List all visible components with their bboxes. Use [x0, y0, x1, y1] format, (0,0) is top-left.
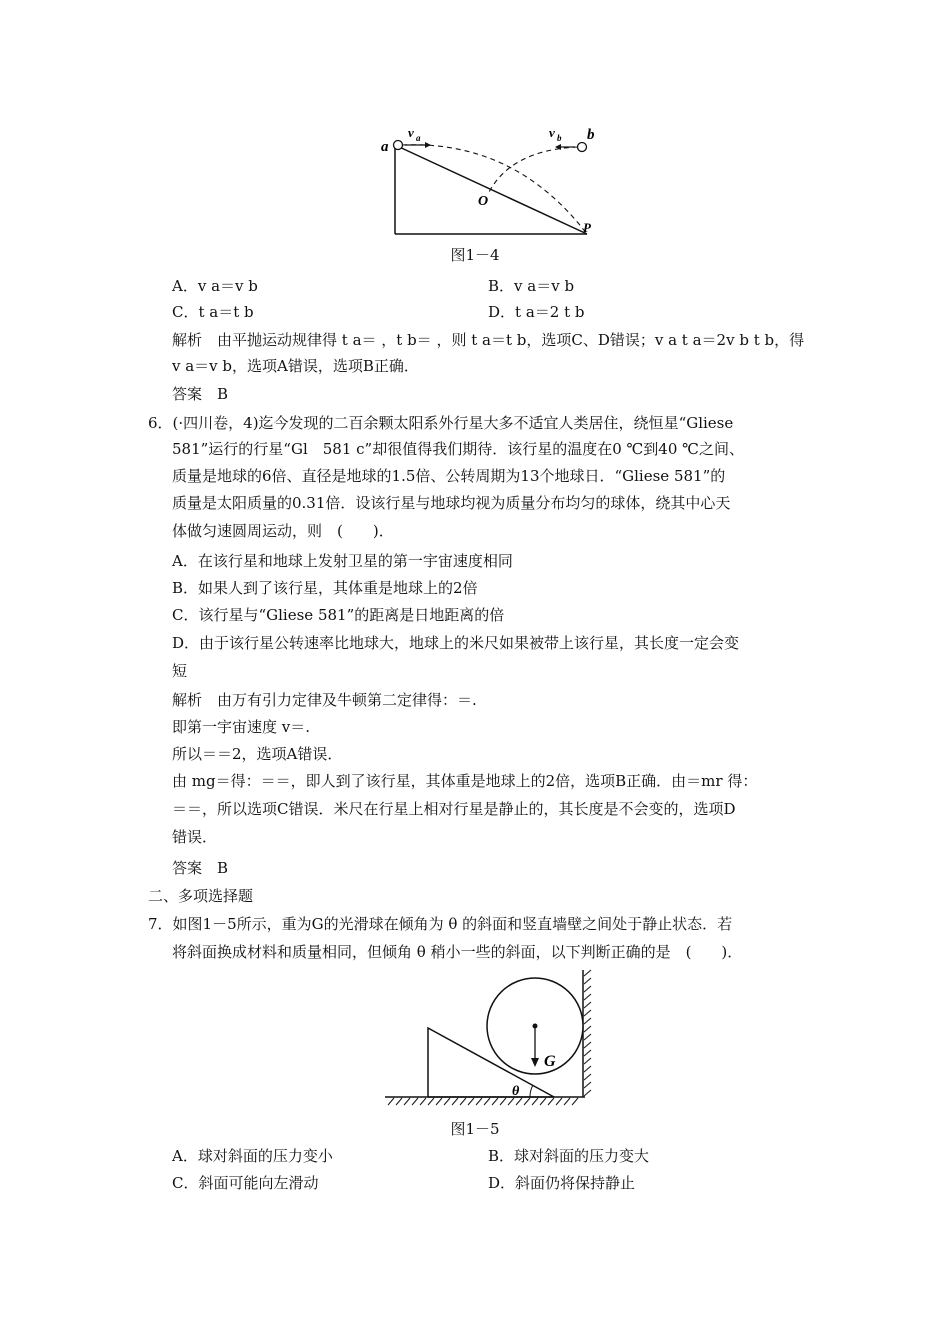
q5-option-c: C．t a＝t b: [172, 303, 254, 321]
label-va-sub: a: [416, 133, 421, 143]
q6-answer: 答案 B: [172, 859, 229, 877]
q6-stem-line-2: 581”运行的行星“Gl 581 c”却很值得我们期待．该行星的温度在0 ℃到40 ℃之间、: [172, 440, 744, 458]
q6-option-b: B．如果人到了该行星，其体重是地球上的2倍: [172, 579, 478, 597]
figure-1-5: [380, 968, 610, 1108]
label-vb-sub: b: [557, 133, 562, 143]
q6-stem-line-3: 质量是地球的6倍、直径是地球的1.5倍、公转周期为13个地球日．“Gliese 581”的: [172, 467, 726, 485]
figure-1-5-caption: 图1－5: [450, 1120, 500, 1138]
q7-option-c: C．斜面可能向左滑动: [172, 1174, 319, 1192]
q6-option-c: C．该行星与“Gliese 581”的距离是日地距离的倍: [172, 606, 505, 624]
q6-stem-line-1: 6．(·四川卷，4)迄今发现的二百余颗太阳系外行星大多不适宜人类居住，绕恒星“Gliese: [148, 414, 734, 432]
q5-option-a: A．v a＝v b: [172, 277, 258, 295]
q6-analysis-line-5: ＝＝，所以选项C错误．米尺在行星上相对行星是静止的，其长度是不会变的，选项D: [172, 800, 736, 818]
ball-b: [578, 143, 587, 152]
q5-option-a-raw: A．vₐ＝v_b: [0, 9, 6, 10]
q5-option-b: B．v a＝v b: [488, 277, 575, 295]
ball-a: [394, 141, 403, 150]
label-a: a: [381, 139, 389, 155]
q6-analysis-line-4: 由 mg＝得：＝＝，即人到了该行星，其体重是地球上的2倍，选项B正确．由＝mr 得：: [172, 772, 758, 790]
q5-analysis-line-1: 解析 由平抛运动规律得 t a＝ ，t b＝ ，则 t a＝t b，选项C、D错误；v a t a＝2v b t b，得: [172, 331, 805, 349]
q5-option-a-parts: A．va＝vb: [0, 2, 6, 3]
q6-stem-line-4: 质量是太阳质量的0.31倍．设该行星与地球均视为质量分布均匀的球体，绕其中心天: [172, 494, 731, 512]
q7-option-d: D．斜面仍将保持静止: [488, 1174, 636, 1192]
q7-stem-line-1: 7．如图1－5所示，重为G的光滑球在倾角为 θ 的斜面和竖直墙壁之间处于静止状态．若: [148, 915, 733, 933]
q6-option-a: A．在该行星和地球上发射卫星的第一宇宙速度相同: [172, 552, 513, 570]
q6-stem-line-5: 体做匀速圆周运动，则 ( )．: [172, 522, 394, 540]
section-title: 二、多项选择题: [148, 887, 254, 905]
q7-option-a: A．球对斜面的压力变小: [172, 1147, 333, 1165]
label-theta: θ: [512, 1084, 520, 1099]
q6-analysis-line-2: 即第一宇宙速度 v＝.: [172, 718, 311, 736]
figure-1-4-caption: 图1－4: [450, 246, 500, 264]
label-va: v: [408, 125, 414, 140]
q6-option-d-line-2: 短: [172, 662, 188, 680]
q6-analysis-line-3: 所以＝＝2，选项A错误．: [172, 745, 343, 763]
label-b: b: [587, 127, 595, 143]
label-vb: v: [549, 125, 555, 140]
q5-option-d: D．t a＝2 t b: [488, 303, 585, 321]
label-G: G: [544, 1053, 556, 1070]
q7-option-b: B．球对斜面的压力变大: [488, 1147, 650, 1165]
q6-analysis-line-6: 错误．: [172, 828, 218, 846]
q6-option-d-line-1: D．由于该行星公转速率比地球大，地球上的米尺如果被带上该行星，其长度一定会变: [172, 634, 740, 652]
label-P: P: [583, 220, 591, 235]
label-O: O: [478, 194, 489, 209]
figure-1-4: [375, 120, 605, 245]
q6-analysis-line-1: 解析 由万有引力定律及牛顿第二定律得：＝.: [172, 691, 477, 709]
q5-analysis-line-2: v a＝v b，选项A错误，选项B正确．: [172, 357, 419, 375]
q5-answer: 答案 B: [172, 385, 229, 403]
q7-stem-line-2: 将斜面换成材料和质量相同，但倾角 θ 稍小一些的斜面，以下判断正确的是 ( )．: [172, 943, 743, 961]
